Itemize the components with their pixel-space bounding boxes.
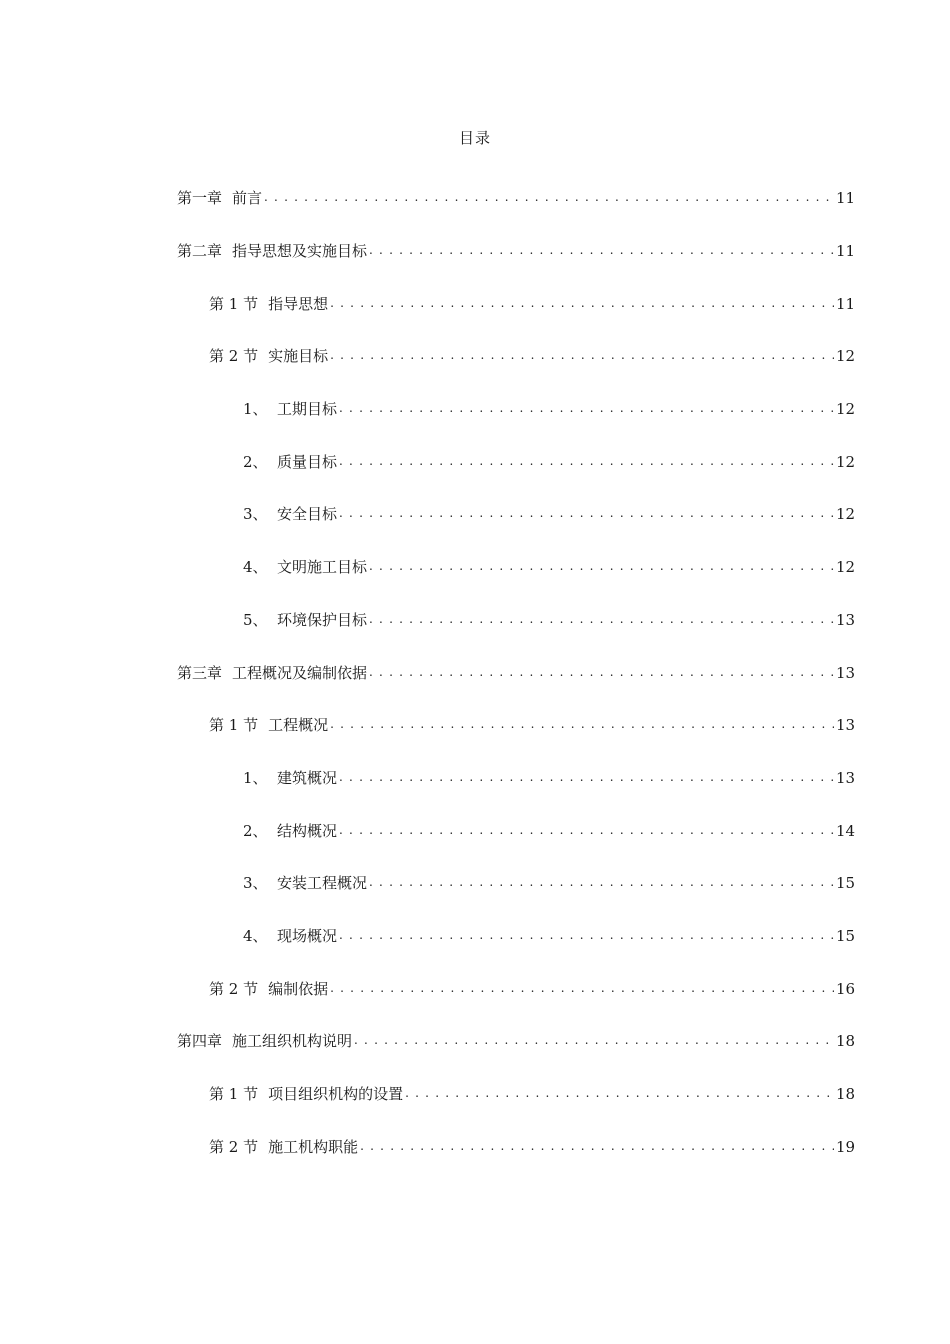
toc-entry-text: 工期目标	[277, 400, 338, 419]
toc-entry-number: 第 2 节	[209, 979, 259, 998]
toc-entry-text: 前言	[232, 189, 263, 208]
toc-entry-text: 施工机构职能	[268, 1137, 359, 1156]
toc-entry-number: 2、	[243, 452, 268, 471]
toc-title: 目录	[458, 129, 491, 147]
toc-entry-number: 1、	[243, 400, 268, 419]
toc-entry[interactable]	[0, 699, 950, 752]
toc-entry-page-number: 18	[836, 1085, 856, 1104]
toc-entry-text: 建筑概况	[277, 768, 338, 787]
toc-leader-dots	[369, 664, 834, 682]
toc-entry[interactable]	[0, 857, 950, 910]
toc-entry-page-number: 15	[836, 926, 856, 945]
toc-entry[interactable]	[0, 541, 950, 594]
toc-entry-text: 安全目标	[277, 505, 338, 524]
toc-leader-dots	[369, 874, 834, 892]
toc-entry-text: 施工组织机构说明	[232, 1032, 353, 1051]
toc-leader-dots	[369, 242, 834, 260]
toc-entry-number: 5、	[243, 610, 268, 629]
toc-entry-number: 第四章	[177, 1032, 223, 1051]
toc-entry-page-number: 13	[836, 610, 856, 629]
toc-entry-page-number: 12	[836, 347, 856, 366]
toc-entry-number: 第二章	[177, 242, 223, 261]
toc-leader-dots	[330, 295, 834, 313]
toc-entry-text: 结构概况	[277, 821, 338, 840]
toc-entry[interactable]	[0, 910, 950, 963]
toc-entry-number: 4、	[243, 558, 268, 577]
toc-leader-dots	[330, 980, 834, 998]
toc-entry-page-number: 14	[836, 821, 856, 840]
toc-entry-text: 安装工程概况	[277, 874, 368, 893]
toc-entry-page-number: 11	[836, 242, 856, 261]
toc-entry-text: 质量目标	[277, 452, 338, 471]
table-of-contents	[0, 172, 950, 1173]
toc-entry-text: 编制依据	[268, 979, 329, 998]
toc-leader-dots	[264, 189, 834, 207]
toc-entry[interactable]	[0, 1068, 950, 1121]
toc-entry-page-number: 16	[836, 979, 856, 998]
toc-entry-number: 4、	[243, 926, 268, 945]
toc-entry-number: 第 1 节	[209, 294, 259, 313]
toc-entry[interactable]	[0, 752, 950, 805]
toc-entry-page-number: 15	[836, 874, 856, 893]
toc-entry-number: 2、	[243, 821, 268, 840]
toc-leader-dots	[330, 716, 834, 734]
toc-entry[interactable]	[0, 225, 950, 278]
toc-entry-text: 工程概况	[268, 716, 329, 735]
toc-leader-dots	[339, 505, 834, 523]
toc-entry-page-number: 12	[836, 452, 856, 471]
toc-entry[interactable]	[0, 1120, 950, 1173]
toc-entry-number: 1、	[243, 768, 268, 787]
toc-entry-page-number: 12	[836, 558, 856, 577]
toc-entry[interactable]	[0, 1015, 950, 1068]
toc-leader-dots	[339, 769, 834, 787]
toc-entry-number: 第三章	[177, 663, 223, 682]
toc-entry-number: 第 1 节	[209, 1085, 259, 1104]
toc-entry-page-number: 12	[836, 400, 856, 419]
toc-entry-page-number: 13	[836, 663, 856, 682]
toc-entry-text: 现场概况	[277, 926, 338, 945]
toc-entry[interactable]	[0, 488, 950, 541]
toc-entry-page-number: 13	[836, 716, 856, 735]
toc-leader-dots	[369, 558, 834, 576]
toc-entry[interactable]	[0, 646, 950, 699]
toc-leader-dots	[369, 611, 834, 629]
toc-leader-dots	[339, 400, 834, 418]
toc-entry-number: 3、	[243, 505, 268, 524]
toc-entry-number: 第一章	[177, 189, 223, 208]
toc-entry-text: 项目组织机构的设置	[268, 1085, 404, 1104]
toc-entry-text: 环境保护目标	[277, 610, 368, 629]
toc-entry-text: 工程概况及编制依据	[232, 663, 368, 682]
toc-leader-dots	[405, 1085, 834, 1103]
toc-entry-page-number: 11	[836, 294, 856, 313]
toc-leader-dots	[360, 1138, 834, 1156]
toc-entry[interactable]	[0, 804, 950, 857]
toc-entry[interactable]	[0, 594, 950, 647]
toc-entry-text: 指导思想	[268, 294, 329, 313]
toc-entry-page-number: 19	[836, 1137, 856, 1156]
toc-entry-page-number: 18	[836, 1032, 856, 1051]
toc-entry[interactable]	[0, 383, 950, 436]
toc-entry[interactable]	[0, 172, 950, 225]
toc-entry-number: 第 1 节	[209, 716, 259, 735]
toc-entry-number: 第 2 节	[209, 1137, 259, 1156]
toc-entry-number: 3、	[243, 874, 268, 893]
toc-leader-dots	[339, 927, 834, 945]
toc-entry-text: 指导思想及实施目标	[232, 242, 368, 261]
toc-entry-page-number: 11	[836, 189, 856, 208]
toc-entry[interactable]	[0, 330, 950, 383]
toc-entry[interactable]	[0, 277, 950, 330]
toc-entry[interactable]	[0, 435, 950, 488]
toc-entry-text: 实施目标	[268, 347, 329, 366]
toc-entry-page-number: 12	[836, 505, 856, 524]
toc-entry-page-number: 13	[836, 768, 856, 787]
toc-entry-text: 文明施工目标	[277, 558, 368, 577]
toc-leader-dots	[339, 453, 834, 471]
toc-leader-dots	[339, 822, 834, 840]
toc-entry[interactable]	[0, 962, 950, 1015]
toc-leader-dots	[330, 347, 834, 365]
toc-leader-dots	[354, 1032, 834, 1050]
toc-entry-number: 第 2 节	[209, 347, 259, 366]
